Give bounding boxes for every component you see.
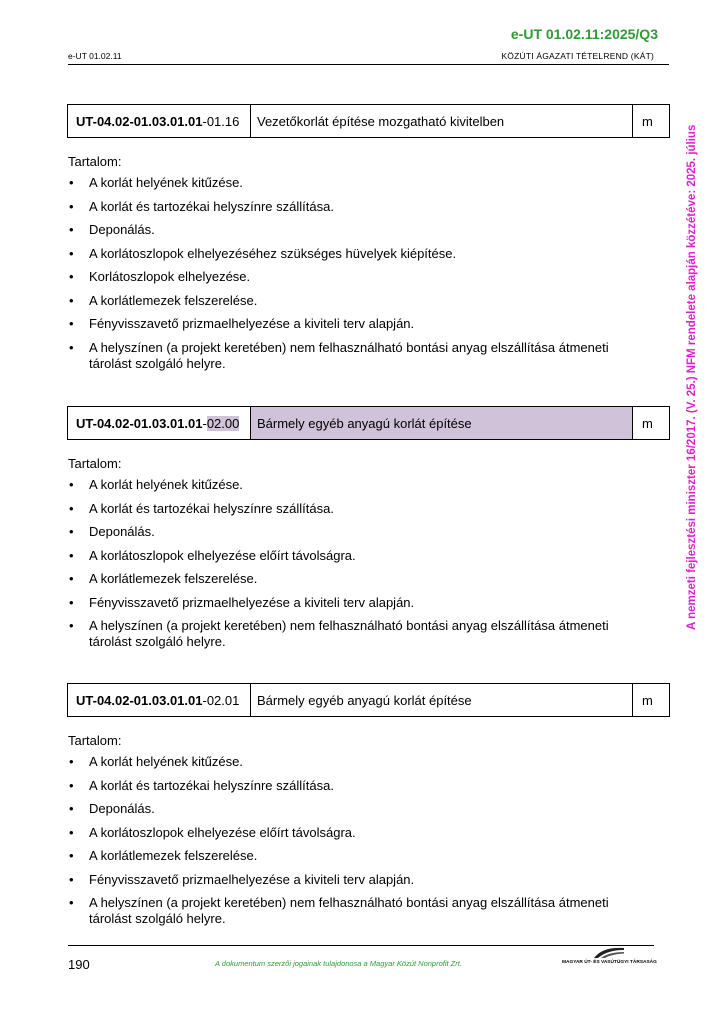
copyright-note: A dokumentum szerzői jogainak tulajdonosa a Magyar Közút Nonprofit Zrt.	[215, 959, 462, 968]
item-code-sep: -	[202, 113, 207, 129]
item-unit: m	[642, 113, 653, 129]
header-divider	[68, 64, 669, 65]
society-logo	[562, 946, 656, 970]
road-logo-icon	[592, 946, 626, 960]
list-item: • Korlátoszlopok elhelyezése.	[68, 269, 648, 285]
item-code	[68, 684, 251, 716]
item-code	[68, 407, 251, 439]
list-item: • A korlátlemezek felszerelése.	[68, 848, 648, 864]
header-title: KÖZÚTI ÁGAZATI TÉTELREND (KÁT)	[501, 51, 654, 61]
list-item: • A korlátlemezek felszerelése.	[68, 571, 648, 587]
item-code-sep: -	[202, 415, 207, 431]
content-label: Tartalom:	[68, 456, 122, 471]
item-code-main: UT-04.02-01.03.01.01	[76, 415, 203, 431]
item-code-suffix: 01.16	[206, 113, 240, 129]
content-list	[68, 477, 648, 650]
item-table-1	[67, 104, 670, 138]
list-item: • A korlátoszlopok elhelyezéséhez szükséges hüvelyek kiépítése.	[68, 246, 648, 262]
list-item: • A korlát és tartozékai helyszínre szállítása.	[68, 778, 648, 794]
list-item: • A korlát és tartozékai helyszínre szállítása.	[68, 199, 648, 215]
list-item: • A helyszínen (a projekt keretében) nem felhasználható bontási anyag elszállítása átmeneti tárolást szolgáló helyre.	[68, 340, 648, 372]
item-code-main: UT-04.02-01.03.01.01	[76, 692, 203, 708]
document-code: e-UT 01.02.11:2025/Q3	[510, 26, 658, 42]
list-item: • Fényvisszavető prizmaelhelyezése a kiviteli terv alapján.	[68, 872, 648, 888]
list-item: • A helyszínen (a projekt keretében) nem felhasználható bontási anyag elszállítása átmeneti tárolást szolgáló helyre.	[68, 618, 648, 650]
content-label: Tartalom:	[68, 733, 122, 748]
list-item: • A korlátlemezek felszerelése.	[68, 293, 648, 309]
item-table-3	[67, 683, 670, 717]
list-item: • A korlátoszlopok elhelyezése előírt távolságra.	[68, 548, 648, 564]
item-table-2	[67, 406, 670, 440]
page-number: 190	[68, 957, 90, 972]
item-name: Bármely egyéb anyagú korlát építése	[251, 684, 633, 716]
list-item: • A korlát helyének kitűzése.	[68, 477, 648, 493]
content-section-3	[68, 733, 648, 935]
content-section-1	[68, 154, 648, 379]
list-item: • Deponálás.	[68, 801, 648, 817]
item-unit: m	[642, 415, 653, 431]
list-item: • A helyszínen (a projekt keretében) nem felhasználható bontási anyag elszállítása átmeneti tárolást szolgáló helyre.	[68, 895, 648, 927]
logo-text: MAGYAR ÚT- ÉS VASÚTÜGYI TÁRSASÁG	[562, 960, 657, 965]
header-doc-id: e-UT 01.02.11	[68, 51, 122, 61]
item-unit: m	[642, 692, 653, 708]
content-list	[68, 754, 648, 927]
list-item: • A korlátoszlopok elhelyezése előírt távolságra.	[68, 825, 648, 841]
item-code-main: UT-04.02-01.03.01.01	[76, 113, 203, 129]
content-list	[68, 175, 648, 372]
list-item: • Fényvisszavető prizmaelhelyezése a kiviteli terv alapján.	[68, 595, 648, 611]
item-code-sep: -	[202, 692, 207, 708]
list-item: • A korlát és tartozékai helyszínre szállítása.	[68, 501, 648, 517]
item-name: Vezetőkorlát építése mozgatható kivitelben	[251, 105, 633, 137]
list-item: • A korlát helyének kitűzése.	[68, 175, 648, 191]
list-item: • Deponálás.	[68, 222, 648, 238]
item-code	[68, 105, 251, 137]
side-publication-note: A nemzeti fejlesztési miniszter 16/2017. (V. 25.) NFM rendelete alapján közzétéve: 2025. július	[686, 124, 698, 630]
item-name: Bármely egyéb anyagú korlát építése	[251, 407, 633, 439]
list-item: • A korlát helyének kitűzése.	[68, 754, 648, 770]
list-item: • Fényvisszavető prizmaelhelyezése a kiviteli terv alapján.	[68, 316, 648, 332]
item-code-suffix: 02.00	[206, 415, 240, 431]
content-section-2	[68, 456, 648, 658]
list-item: • Deponálás.	[68, 524, 648, 540]
content-label: Tartalom:	[68, 154, 122, 169]
item-code-suffix: 02.01	[206, 692, 240, 708]
